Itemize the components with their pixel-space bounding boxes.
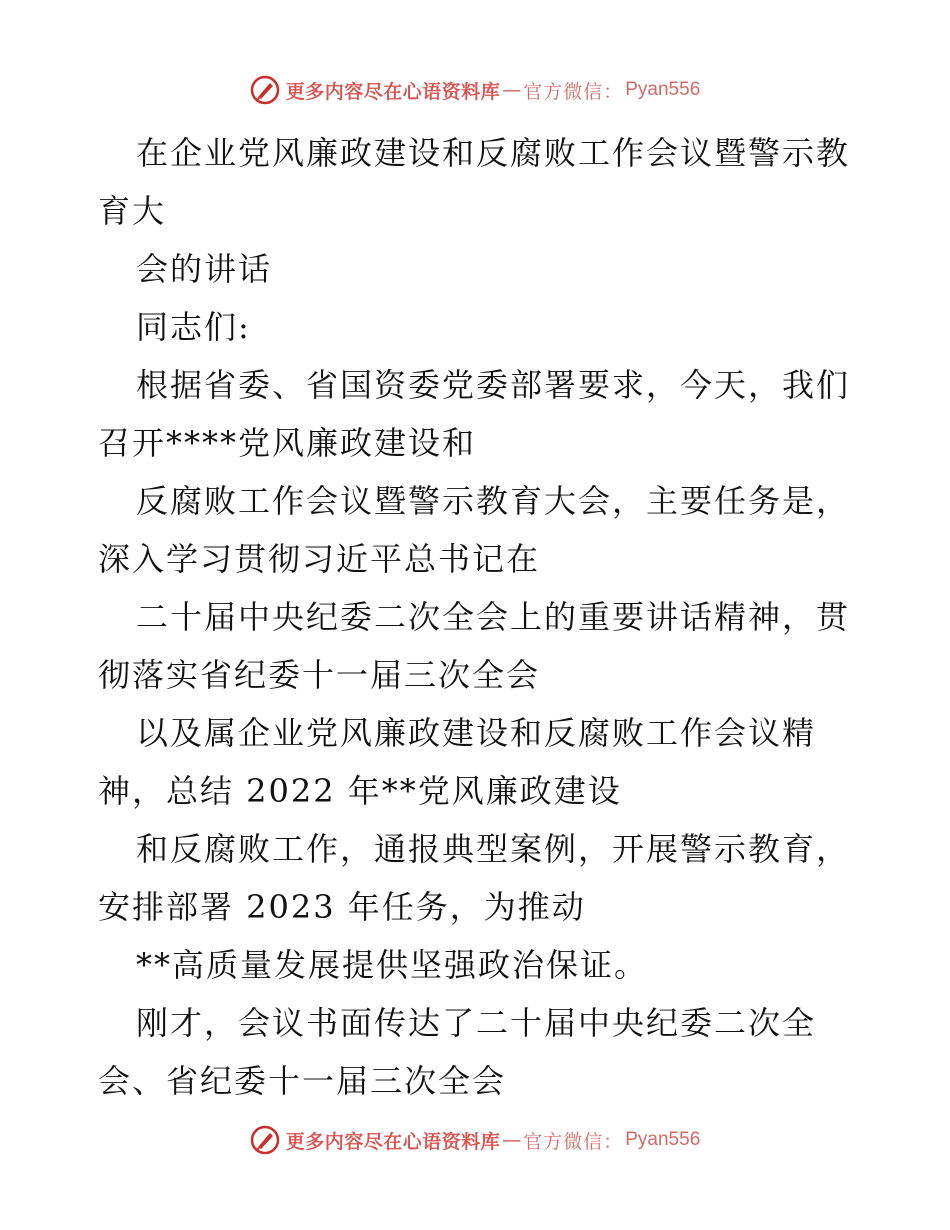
- text-line: 会、省纪委十一届三次全会: [98, 1062, 507, 1100]
- text-line: 反腐败工作会议暨警示教育大会，主要任务是，: [136, 482, 851, 520]
- text-line: **高质量发展提供坚强政治保证。: [136, 946, 649, 984]
- watermark-sub-text: 官方微信：: [523, 1130, 624, 1153]
- watermark-main-text: 更多内容尽在心语资料库: [285, 1130, 501, 1153]
- watermark-sub-text: 官方微信：: [523, 80, 624, 103]
- watermark-wechat-id: Pyan556: [625, 1129, 701, 1150]
- watermark-dash: —: [502, 79, 522, 101]
- text-line: 以及属企业党风廉政建设和反腐败工作会议精: [136, 714, 817, 752]
- footer-watermark: [0, 1120, 950, 1160]
- text-line: 深入学习贯彻习近平总书记在: [98, 540, 541, 578]
- text-line: 彻落实省纪委十一届三次全会: [98, 656, 541, 694]
- watermark-wechat-id: Pyan556: [625, 79, 701, 100]
- text-line: 在企业党风廉政建设和反腐败工作会议暨警示教: [136, 134, 851, 172]
- text-line: 神，总结 2022 年**党风廉政建设: [98, 772, 622, 810]
- text-line: 会的讲话: [136, 250, 273, 288]
- header-watermark: [0, 70, 950, 110]
- text-line: 和反腐败工作，通报典型案例，开展警示教育，: [136, 830, 851, 868]
- text-line: 同志们:: [136, 308, 251, 346]
- text-line: 根据省委、省国资委党委部署要求，今天，我们: [136, 366, 851, 404]
- watermark-dash: —: [502, 1129, 522, 1151]
- pen-logo-icon: [250, 75, 280, 105]
- text-line: 二十届中央纪委二次全会上的重要讲话精神，贯: [136, 598, 851, 636]
- text-line: 召开****党风廉政建设和: [98, 424, 477, 462]
- text-line: 安排部署 2023 年任务，为推动: [98, 888, 586, 926]
- watermark-main-text: 更多内容尽在心语资料库: [285, 80, 501, 103]
- pen-logo-icon: [250, 1125, 280, 1155]
- document-body: [98, 124, 858, 1110]
- text-line: 刚才，会议书面传达了二十届中央纪委二次全: [136, 1004, 817, 1042]
- text-line: 育大: [98, 192, 167, 230]
